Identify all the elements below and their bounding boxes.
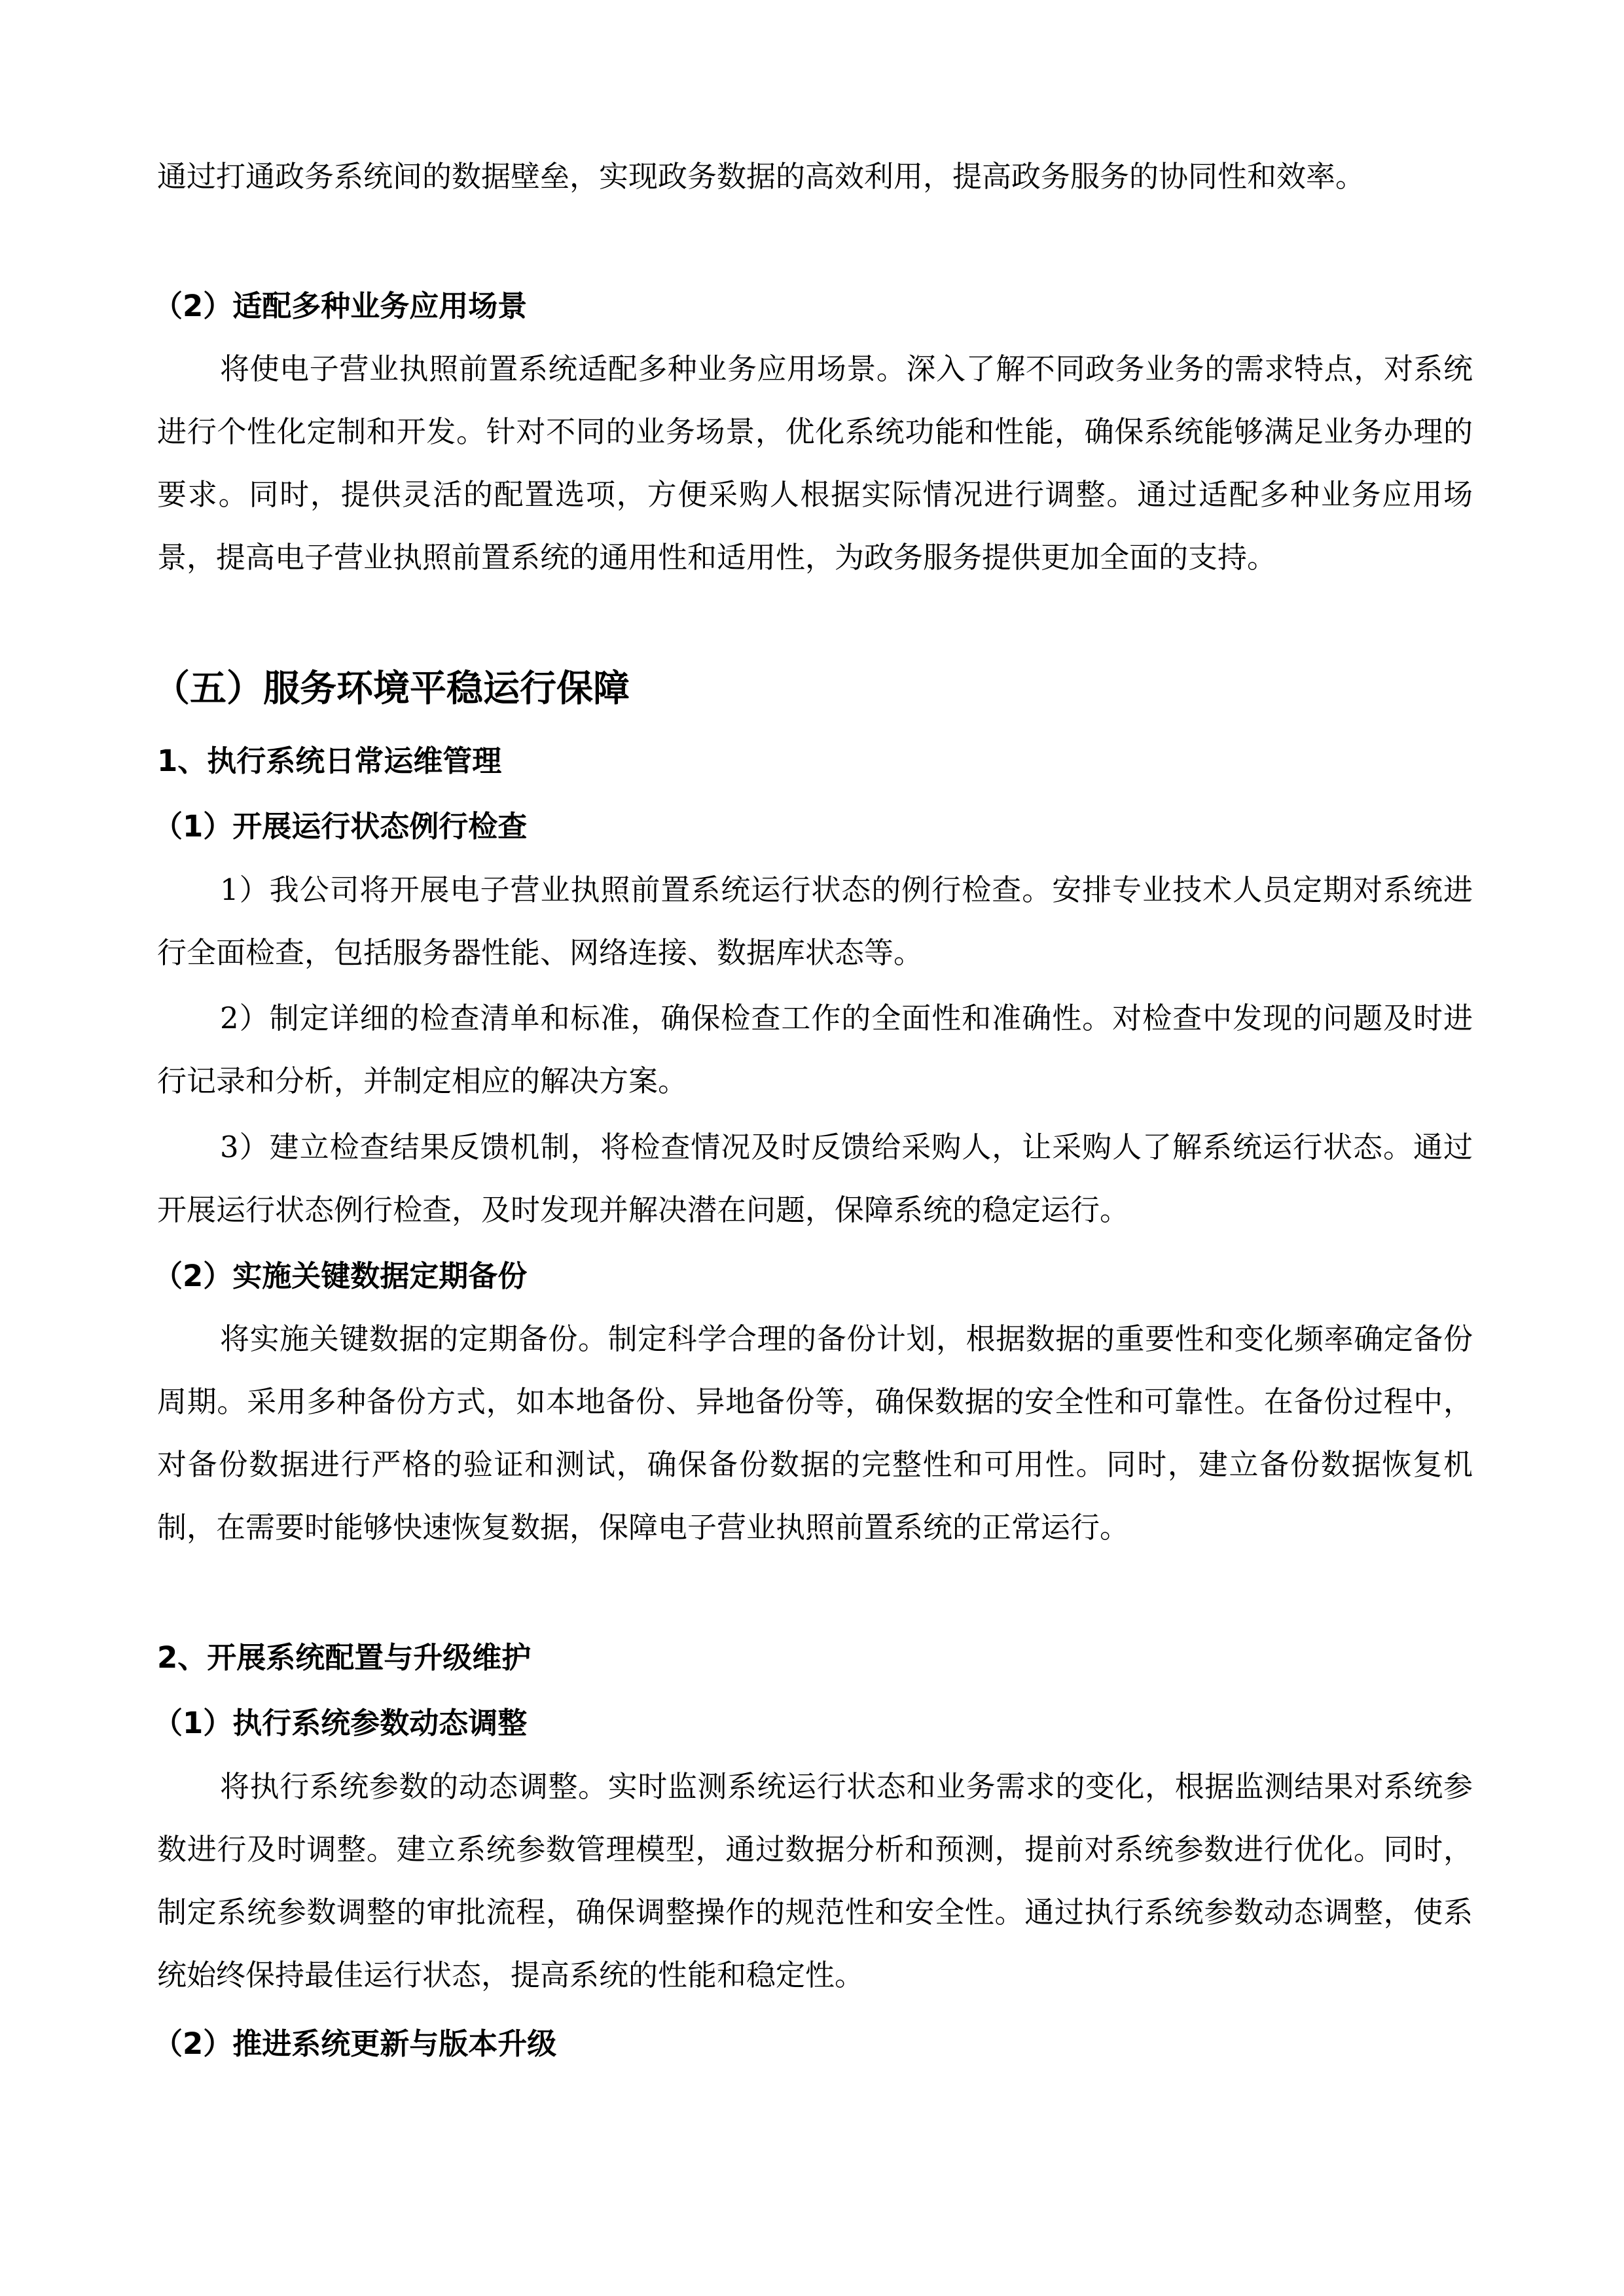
- subheading-routine-check: （1）开展运行状态例行检查: [153, 809, 528, 844]
- subheading-param-adjust: （1）执行系统参数动态调整: [153, 1706, 528, 1740]
- subheading-version-upgrade: （2）推进系统更新与版本升级: [153, 2026, 557, 2061]
- paragraph-check-2: 2）制定详细的检查清单和标准，确保检查工作的全面性和准确性。对检查中发现的问题及时进行记录和分析，并制定相应的解决方案。: [157, 1001, 1473, 1098]
- paragraph-check-1: 1）我公司将开展电子营业执照前置系统运行状态的例行检查。安排专业技术人员定期对系统进行全面检查，包括服务器性能、网络连接、数据库状态等。: [157, 872, 1473, 970]
- paragraph-param-adjust: 将执行系统参数的动态调整。实时监测系统运行状态和业务需求的变化，根据监测结果对系统参数进行及时调整。建立系统参数管理模型，通过数据分析和预测，提前对系统参数进行优化。同时，制定系统参数调整的审批流程，确保调整操作的规范性和安全性。通过执行系统参数动态调整，使系统始终保持最佳运行状态，提高系统的性能和稳定性。: [157, 1769, 1473, 1992]
- paragraph-check-3: 3）建立检查结果反馈机制，将检查情况及时反馈给采购人，让采购人了解系统运行状态。通过开展运行状态例行检查，及时发现并解决潜在问题，保障系统的稳定运行。: [157, 1130, 1473, 1227]
- paragraph-data-backup: 将实施关键数据的定期备份。制定科学合理的备份计划，根据数据的重要性和变化频率确定备份周期。采用多种备份方式，如本地备份、异地备份等，确保数据的安全性和可靠性。在备份过程中，对备份数据进行严格的验证和测试，确保备份数据的完整性和可用性。同时，建立备份数据恢复机制，在需要时能够快速恢复数据，保障电子营业执照前置系统的正常运行。: [157, 1321, 1473, 1545]
- section-title-service-environment: （五）服务环境平稳运行保障: [153, 668, 630, 710]
- subheading-adapt-scenarios: （2）适配多种业务应用场景: [153, 289, 528, 323]
- subheading-data-backup: （2）实施关键数据定期备份: [153, 1259, 528, 1293]
- heading-config-upgrade: 2、开展系统配置与升级维护: [157, 1640, 532, 1675]
- paragraph-continuation: 通过打通政务系统间的数据壁垒，实现政务数据的高效利用，提高政务服务的协同性和效率。: [157, 159, 1365, 194]
- heading-daily-ops: 1、执行系统日常运维管理: [157, 744, 502, 778]
- paragraph-adapt-scenarios: 将使电子营业执照前置系统适配多种业务应用场景。深入了解不同政务业务的需求特点，对系统进行个性化定制和开发。针对不同的业务场景，优化系统功能和性能，确保系统能够满足业务办理的要求。同时，提供灵活的配置选项，方便采购人根据实际情况进行调整。通过适配多种业务应用场景，提高电子营业执照前置系统的通用性和适用性，为政务服务提供更加全面的支持。: [157, 351, 1473, 575]
